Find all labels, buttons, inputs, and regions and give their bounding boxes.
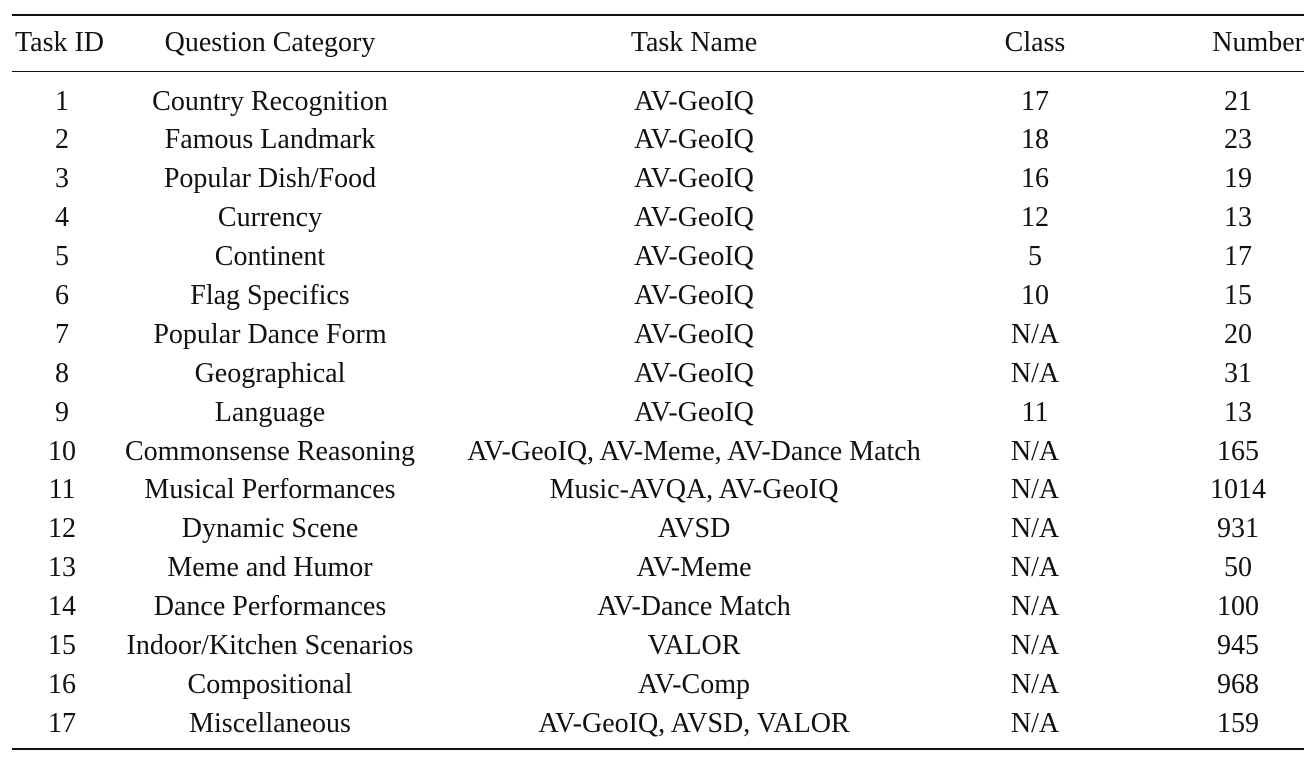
table-row	[12, 72, 1304, 121]
cell-task-id: 5	[55, 241, 69, 273]
cell-task-name: AVSD	[657, 513, 731, 545]
cell-number: 20	[1224, 318, 1252, 350]
cell-class: 12	[1021, 202, 1049, 234]
table-row	[12, 471, 1304, 510]
table-row	[12, 121, 1304, 160]
cell-task-id: 16	[48, 668, 76, 700]
cell-task-name: AV-GeoIQ, AV-Meme, AV-Dance Match	[467, 435, 921, 467]
cell-number: 100	[1217, 591, 1259, 623]
cell-task-name: AV-GeoIQ	[634, 85, 754, 117]
cell-question-category: Compositional	[187, 668, 353, 700]
cell-question-category: Meme and Humor	[167, 552, 373, 584]
cell-question-category: Commonsense Reasoning	[124, 435, 416, 467]
table-row	[12, 393, 1304, 432]
cell-task-name: AV-GeoIQ	[634, 241, 754, 273]
cell-question-category: Country Recognition	[152, 85, 388, 117]
cell-class: 10	[1021, 280, 1049, 311]
cell-task-id: 2	[55, 124, 69, 156]
table-row	[12, 665, 1304, 704]
cell-task-name: AV-GeoIQ, AVSD, VALOR	[538, 707, 850, 739]
cell-class: N/A	[1010, 630, 1060, 662]
cell-number: 31	[1224, 357, 1252, 389]
header-task-id: Task ID	[15, 27, 105, 58]
cell-task-id: 1	[55, 85, 69, 117]
cell-question-category: Geographical	[194, 357, 346, 389]
table-row	[12, 354, 1304, 393]
cell-class: N/A	[1010, 318, 1060, 350]
cell-number: 931	[1217, 513, 1259, 545]
cell-number: 945	[1217, 630, 1259, 662]
cell-task-name: AV-GeoIQ	[634, 357, 754, 389]
header-question-category: Question Category	[164, 27, 376, 58]
cell-task-id: 13	[48, 552, 76, 584]
table-row	[12, 588, 1304, 627]
cell-task-id: 12	[48, 513, 76, 545]
table-header	[12, 14, 1304, 72]
cell-task-name: Music-AVQA, AV-GeoIQ	[549, 474, 839, 506]
cell-task-id: 14	[48, 591, 76, 623]
table-row	[12, 432, 1304, 471]
cell-task-id: 9	[55, 396, 69, 428]
cell-class: N/A	[1010, 707, 1060, 739]
cell-task-name: AV-GeoIQ	[634, 124, 754, 156]
cell-class: N/A	[1010, 474, 1060, 506]
cell-number: 23	[1224, 124, 1252, 156]
cell-question-category: Miscellaneous	[189, 707, 351, 739]
table-bottom-rule	[12, 748, 1304, 750]
cell-task-name: AV-GeoIQ	[634, 280, 754, 311]
cell-task-id: 7	[55, 318, 69, 350]
cell-number: 165	[1217, 435, 1259, 467]
cell-class: N/A	[1010, 435, 1060, 467]
cell-number: 17	[1224, 241, 1252, 273]
cell-question-category: Dance Performances	[153, 591, 387, 623]
cell-class: N/A	[1010, 552, 1060, 584]
cell-task-name: AV-GeoIQ	[634, 202, 754, 234]
cell-task-name: AV-Dance Match	[597, 591, 791, 623]
cell-class: 17	[1021, 85, 1049, 117]
cell-class: 11	[1021, 396, 1049, 428]
cell-class: 5	[1028, 241, 1042, 273]
cell-question-category: Continent	[214, 241, 326, 273]
cell-question-category: Dynamic Scene	[181, 513, 359, 545]
table-row	[12, 199, 1304, 238]
cell-number: 50	[1224, 552, 1252, 584]
header-row	[12, 14, 1304, 72]
header-task-name: Task Name	[630, 27, 758, 58]
table-row	[12, 277, 1304, 316]
cell-task-id: 8	[55, 357, 69, 389]
table-row	[12, 510, 1304, 549]
cell-task-name: VALOR	[647, 630, 741, 662]
cell-task-id: 11	[48, 474, 76, 506]
table-row	[12, 549, 1304, 588]
cell-task-name: AV-GeoIQ	[634, 396, 754, 428]
cell-number: 13	[1224, 396, 1252, 428]
table-body	[12, 72, 1304, 743]
cell-number: 19	[1224, 163, 1252, 195]
table-row	[12, 238, 1304, 277]
cell-task-name: AV-Comp	[637, 668, 751, 700]
cell-class: N/A	[1010, 357, 1060, 389]
table-row	[12, 704, 1304, 743]
cell-task-name: AV-GeoIQ	[634, 318, 754, 350]
cell-task-id: 6	[55, 280, 69, 311]
task-table	[12, 14, 1304, 743]
cell-class: 18	[1021, 124, 1049, 156]
cell-number: 1014	[1210, 474, 1266, 506]
cell-class: N/A	[1010, 668, 1060, 700]
cell-task-id: 3	[55, 163, 69, 195]
cell-number: 968	[1217, 668, 1259, 700]
cell-question-category: Popular Dance Form	[153, 318, 387, 350]
cell-class: N/A	[1010, 513, 1060, 545]
cell-task-id: 4	[55, 202, 69, 234]
table-row	[12, 315, 1304, 354]
cell-question-category: Famous Landmark	[164, 124, 376, 156]
cell-number: 13	[1224, 202, 1252, 234]
cell-task-name: AV-GeoIQ	[634, 163, 754, 195]
cell-question-category: Currency	[217, 202, 323, 234]
cell-class: N/A	[1010, 591, 1060, 623]
cell-number: 21	[1224, 85, 1252, 117]
cell-question-category: Flag Specifics	[190, 280, 350, 311]
cell-task-id: 17	[48, 707, 76, 739]
cell-question-category: Musical Performances	[144, 474, 396, 506]
cell-task-name: AV-Meme	[636, 552, 752, 584]
cell-class: 16	[1021, 163, 1049, 195]
table-row	[12, 627, 1304, 666]
header-class: Class	[1004, 27, 1066, 58]
cell-number: 159	[1217, 707, 1259, 739]
header-number: Number	[1212, 27, 1304, 58]
cell-task-id: 10	[48, 435, 76, 467]
cell-question-category: Popular Dish/Food	[163, 163, 377, 195]
cell-number: 15	[1224, 280, 1252, 311]
cell-question-category: Indoor/Kitchen Scenarios	[126, 630, 414, 662]
cell-task-id: 15	[48, 630, 76, 662]
cell-question-category: Language	[214, 396, 326, 428]
table-row	[12, 160, 1304, 199]
